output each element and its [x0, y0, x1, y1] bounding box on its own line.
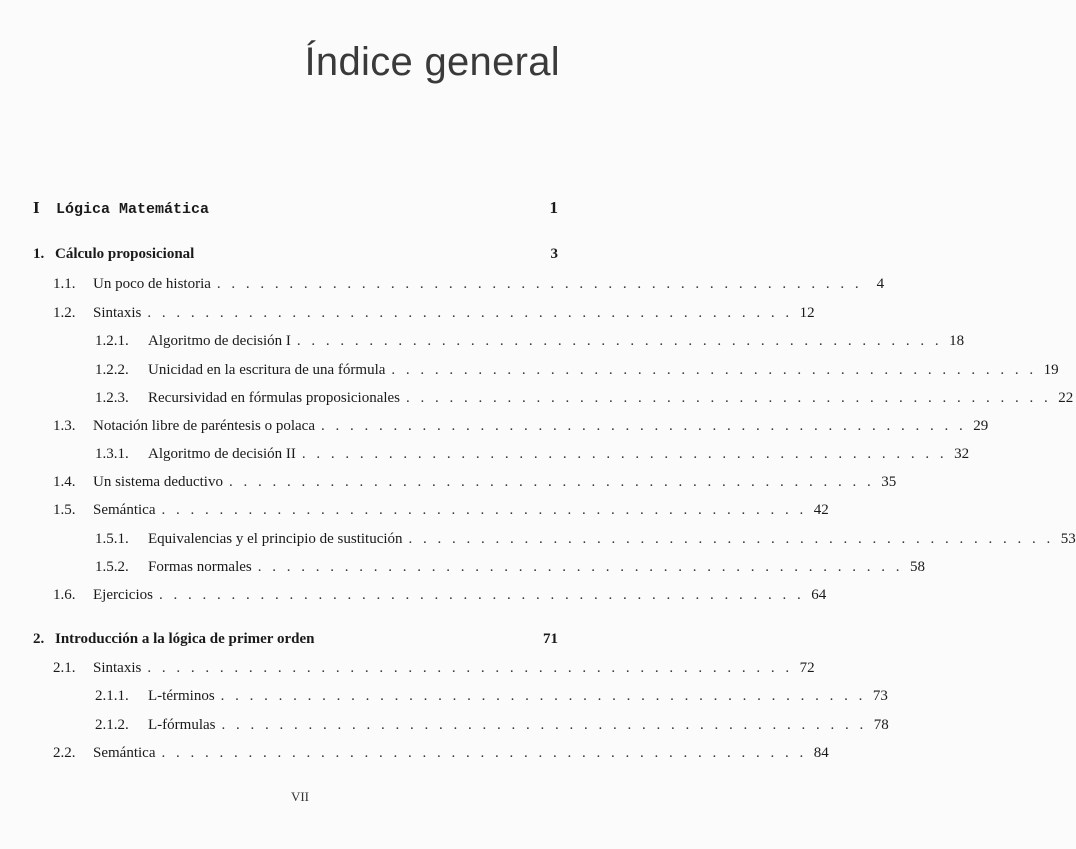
leader-dots: . . . . . . . . . . . . . . . . . . . . . . . . . . . . . . . . . . . . . . . . . . . . .: [147, 660, 793, 676]
toc-section[interactable]: [53, 416, 989, 436]
toc-subsection[interactable]: [95, 360, 1059, 380]
toc-section[interactable]: [53, 303, 815, 323]
chapter-page: 71: [543, 631, 558, 647]
entry-title: Semántica: [93, 745, 156, 761]
toc-subsection[interactable]: [95, 444, 970, 464]
entry-title: Algoritmo de decisión II: [148, 446, 296, 462]
entry-title: Unicidad en la escritura de una fórmula: [148, 362, 386, 378]
leader-dots: . . . . . . . . . . . . . . . . . . . . . . . . . . . . . . . . . . . . . . . . . . . . .: [321, 418, 967, 434]
chapter-number: 1.: [33, 246, 45, 262]
leader-dots: . . . . . . . . . . . . . . . . . . . . . . . . . . . . . . . . . . . . . . . . . . . . .: [296, 333, 943, 349]
entry-page: 42: [813, 502, 829, 518]
entry-number: 1.6.: [53, 587, 76, 603]
toc-section[interactable]: [53, 658, 815, 678]
leader-dots: . . . . . . . . . . . . . . . . . . . . . . . . . . . . . . . . . . . . . . . . . . . . .: [406, 390, 1052, 406]
entry-title: Sintaxis: [93, 305, 142, 321]
entry-page: 18: [949, 333, 965, 349]
entry-page: 58: [909, 559, 925, 575]
entry-page: 29: [973, 418, 989, 434]
toc-subsection[interactable]: [95, 686, 888, 706]
entry-number: 1.1.: [53, 276, 76, 292]
leader-dots: . . . . . . . . . . . . . . . . . . . . . . . . . . . . . . . . . . . . . . . . . . . . .: [161, 502, 807, 518]
leader-dots: . . . . . . . . . . . . . . . . . . . . . . . . . . . . . . . . . . . . . . . . . . . . .: [228, 474, 875, 490]
entry-title: Recursividad en fórmulas proposicionales: [148, 390, 401, 406]
toc-chapter[interactable]: [33, 244, 558, 264]
entry-number: 2.1.2.: [95, 717, 129, 733]
part-page: 1: [549, 198, 558, 217]
leader-dots: . . . . . . . . . . . . . . . . . . . . . . . . . . . . . . . . . . . . . . . . . . . . .: [257, 559, 903, 575]
entry-title: Un poco de historia: [93, 276, 211, 292]
entry-page: 19: [1043, 362, 1059, 378]
toc-subsection[interactable]: [95, 529, 1076, 549]
entry-title: Un sistema deductivo: [93, 474, 223, 490]
entry-page: 22: [1058, 390, 1074, 406]
entry-page: 84: [813, 745, 829, 761]
entry-number: 1.2.3.: [95, 390, 129, 406]
chapter-title: Cálculo proposicional: [55, 246, 195, 262]
entry-title: Semántica: [93, 502, 156, 518]
leader-dots: . . . . . . . . . . . . . . . . . . . . . . . . . . . . . . . . . . . . . . . . . . . . .: [221, 717, 867, 733]
entry-page: 78: [873, 717, 889, 733]
entry-number: 1.2.: [53, 305, 76, 321]
toc-subsection[interactable]: [95, 715, 889, 735]
entry-number: 1.3.: [53, 418, 76, 434]
entry-title: Algoritmo de decisión I: [148, 333, 291, 349]
toc-chapter[interactable]: [33, 629, 558, 649]
chapter-number: 2.: [33, 631, 45, 647]
leader-dots: . . . . . . . . . . . . . . . . . . . . . . . . . . . . . . . . . . . . . . . . . . . . .: [158, 587, 805, 603]
entry-title: Notación libre de paréntesis o polaca: [93, 418, 315, 434]
entry-page: 53: [1060, 531, 1076, 547]
entry-number: 1.2.2.: [95, 362, 129, 378]
part-title: Lógica Matemática: [56, 201, 210, 218]
page-number-footer: VII: [290, 789, 310, 804]
entry-page: 72: [799, 660, 815, 676]
toc-subsection[interactable]: [95, 331, 965, 351]
toc-section[interactable]: [53, 500, 829, 520]
entry-number: 1.5.1.: [95, 531, 129, 547]
entry-page: 35: [881, 474, 897, 490]
entry-number: 2.1.: [53, 660, 76, 676]
leader-dots: . . . . . . . . . . . . . . . . . . . . . . . . . . . . . . . . . . . . . . . . . . . . .: [216, 276, 863, 292]
entry-page: 73: [872, 688, 888, 704]
toc-section[interactable]: [53, 274, 885, 294]
chapter-page: 3: [550, 246, 558, 262]
leader-dots: . . . . . . . . . . . . . . . . . . . . . . . . . . . . . . . . . . . . . . . . . . . . .: [408, 531, 1054, 547]
entry-number: 1.5.: [53, 502, 76, 518]
entry-title: Ejercicios: [93, 587, 153, 603]
toc-section[interactable]: [53, 743, 829, 763]
entry-page: 4: [876, 276, 885, 292]
toc-section[interactable]: [53, 585, 827, 605]
entry-number: 2.1.1.: [95, 688, 129, 704]
entry-number: 2.2.: [53, 745, 76, 761]
entry-page: 64: [811, 587, 827, 603]
part-number: I: [33, 198, 40, 217]
leader-dots: . . . . . . . . . . . . . . . . . . . . . . . . . . . . . . . . . . . . . . . . . . . . .: [301, 446, 948, 462]
entry-title: Sintaxis: [93, 660, 142, 676]
entry-title: Equivalencias y el principio de sustitución: [148, 531, 403, 547]
entry-number: 1.5.2.: [95, 559, 129, 575]
entry-page: 32: [954, 446, 970, 462]
part-heading: [33, 198, 558, 218]
entry-page: 12: [799, 305, 815, 321]
leader-dots: . . . . . . . . . . . . . . . . . . . . . . . . . . . . . . . . . . . . . . . . . . . . .: [220, 688, 866, 704]
leader-dots: . . . . . . . . . . . . . . . . . . . . . . . . . . . . . . . . . . . . . . . . . . . . .: [391, 362, 1037, 378]
entry-title: L-fórmulas: [148, 717, 216, 733]
toc-section[interactable]: [53, 472, 897, 492]
leader-dots: . . . . . . . . . . . . . . . . . . . . . . . . . . . . . . . . . . . . . . . . . . . . .: [147, 305, 793, 321]
entry-title: Formas normales: [148, 559, 252, 575]
chapter-title: Introducción a la lógica de primer orden: [55, 631, 315, 647]
entry-number: 1.3.1.: [95, 446, 129, 462]
leader-dots: . . . . . . . . . . . . . . . . . . . . . . . . . . . . . . . . . . . . . . . . . . . . .: [161, 745, 807, 761]
toc-subsection[interactable]: [95, 557, 925, 577]
entry-number: 1.2.1.: [95, 333, 129, 349]
entry-number: 1.4.: [53, 474, 76, 490]
page-title: Índice general: [304, 40, 560, 84]
toc-subsection[interactable]: [95, 388, 1074, 408]
entry-title: L-términos: [148, 688, 215, 704]
